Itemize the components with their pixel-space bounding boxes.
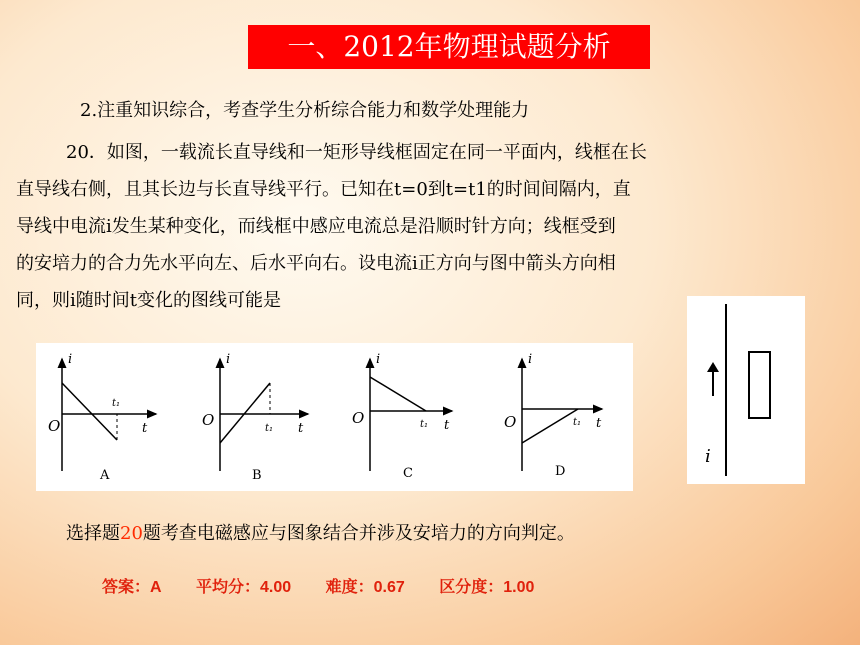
graph-c-label: C (403, 466, 413, 481)
slide-title: 一、2012年物理试题分析 (248, 25, 650, 69)
question-number: 20 (120, 523, 143, 544)
graph-a-origin: O (48, 417, 61, 435)
graph-a-label: A (100, 468, 110, 483)
graph-a (48, 352, 156, 483)
graph-b-x-label: t (298, 421, 304, 436)
rectangular-loop (749, 352, 770, 418)
graph-d (504, 352, 602, 479)
graph-d-y-label: i (528, 352, 533, 367)
graph-c-t1: t₁ (420, 419, 429, 430)
graph-b-label: B (252, 468, 262, 483)
wire-loop-figure (687, 296, 805, 484)
graph-c-origin: O (352, 409, 365, 427)
question-line: 同，则i随时间t变化的图线可能是 (16, 290, 281, 311)
question-text (16, 134, 842, 319)
graph-d-t1: t₁ (573, 417, 582, 428)
graph-b-y-label: i (226, 352, 231, 367)
graph-d-x-label: t (596, 416, 602, 431)
graph-c (352, 352, 452, 481)
graph-b-t1: t₁ (265, 423, 274, 434)
difficulty-stat: 难度：0.67 (325, 579, 405, 596)
current-arrow-icon (707, 362, 719, 372)
conclusion-text: 选择题20题考查电磁感应与图象结合并涉及安培力的方向判定。 (66, 523, 575, 544)
graph-a-y-label: i (68, 352, 73, 367)
question-line: 20．如图，一载流长直导线和一矩形导线框固定在同一平面内，线框在长 (66, 142, 647, 163)
current-label: i (705, 446, 711, 467)
graph-a-t1: t₁ (112, 398, 121, 409)
question-line: 的安培力的合力先水平向左、后水平向右。设电流i正方向与图中箭头方向相 (16, 253, 616, 274)
graph-b-origin: O (202, 411, 215, 429)
graph-a-x-label: t (142, 421, 148, 436)
graph-c-y-label: i (376, 352, 381, 367)
discrimination-stat: 区分度：1.00 (439, 579, 535, 596)
answer-stat: 答案：A (102, 579, 162, 596)
graph-d-label: D (555, 464, 566, 479)
option-graphs (36, 343, 633, 491)
question-line: 直导线右侧，且其长边与长直导线平行。已知在t=0到t=t1的时间间隔内，直 (16, 179, 631, 200)
graph-d-origin: O (504, 413, 517, 431)
question-line: 导线中电流i发生某种变化，而线框中感应电流总是沿顺时针方向；线框受到 (16, 216, 616, 237)
section-subtitle: 2.注重知识综合，考查学生分析综合能力和数学处理能力 (80, 100, 530, 121)
graph-c-x-label: t (444, 418, 450, 433)
stats-row (102, 574, 564, 597)
graph-b (202, 352, 308, 483)
option-graphs-panel (36, 343, 633, 491)
average-stat: 平均分：4.00 (196, 579, 292, 596)
wire-loop-diagram (687, 296, 805, 484)
